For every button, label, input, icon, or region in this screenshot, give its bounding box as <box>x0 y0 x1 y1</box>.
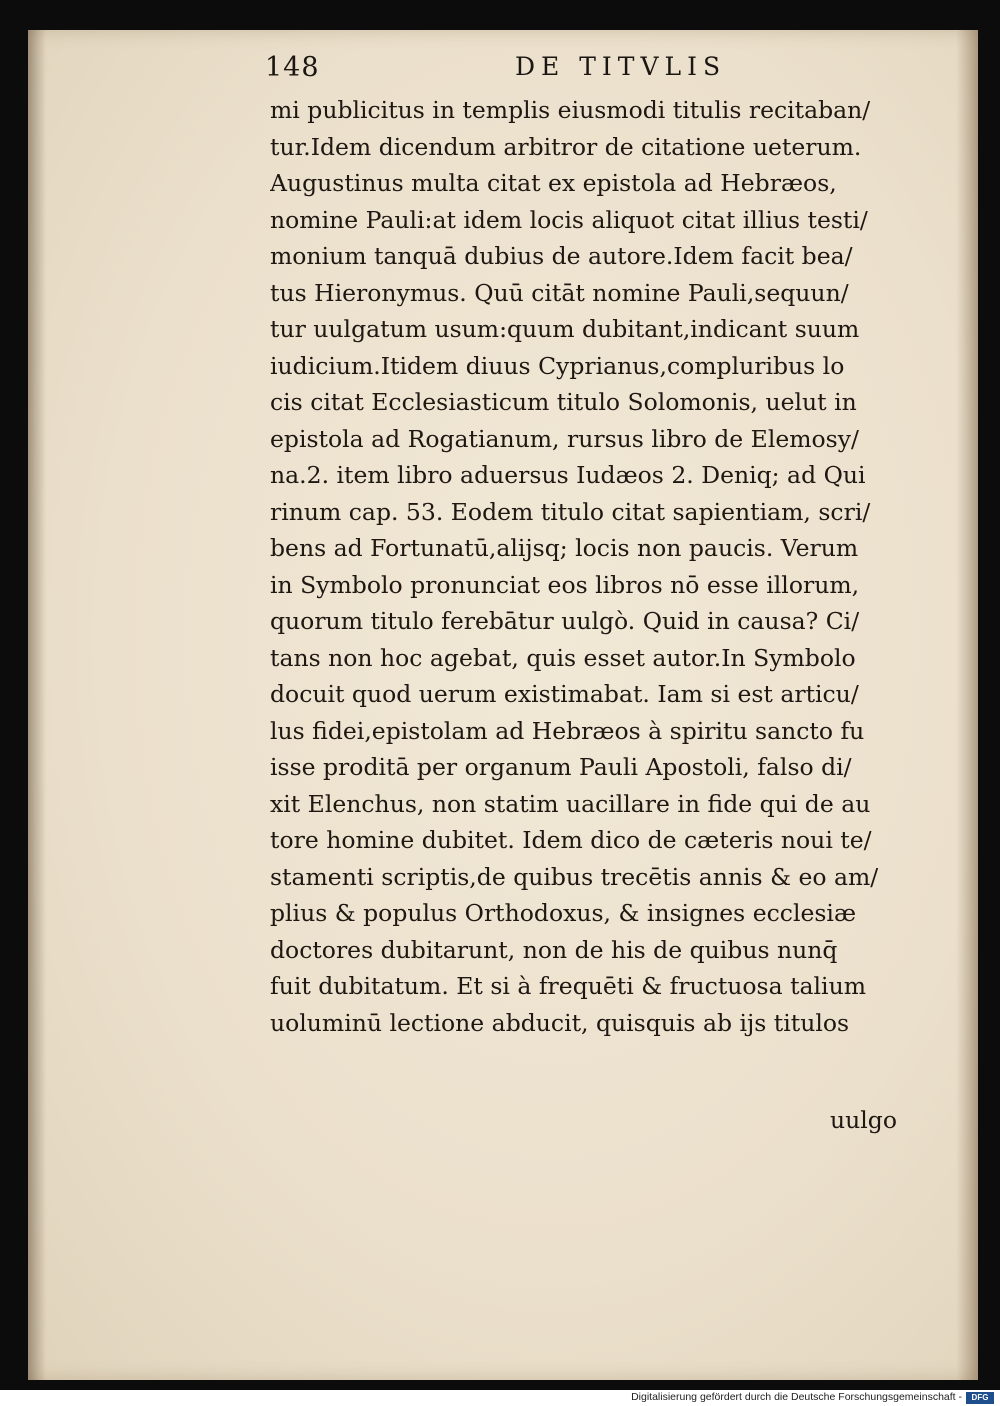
text-line: uoluminū lectione abducit, quisquis ab ijs titulos <box>270 1008 850 1037</box>
text-line: in Symbolo pronunciat eos libros nō esse illorum, <box>270 570 860 599</box>
text-line: xit Elenchus, non statim uacillare in fide qui de au <box>270 789 871 818</box>
dfg-logo[interactable]: DFG <box>966 1392 994 1404</box>
catchword: uulgo <box>830 1106 897 1134</box>
text-line: doctores dubitarunt, non de his de quibus nunq̄ <box>270 935 838 964</box>
text-line: tus Hieronymus. Quū citāt nomine Pauli,sequun/ <box>270 278 849 307</box>
text-line: monium tanquā dubius de autore.Idem facit bea/ <box>270 242 853 270</box>
text-line: bens ad Fortunatū,alijsq; locis non paucis. Verum <box>270 534 859 562</box>
footer-bar <box>0 1390 1000 1406</box>
text-line: isse proditā per organum Pauli Apostoli, falso di/ <box>270 753 852 781</box>
text-line: tans non hoc agebat, quis esset autor.In Symbolo <box>270 643 856 672</box>
text-line: plius & populus Orthodoxus, & insignes ecclesiæ <box>270 899 857 927</box>
text-line: nomine Pauli:at idem locis aliquot citat illius testi/ <box>270 205 868 234</box>
text-line: fuit dubitatum. Et si à frequēti & fructuosa talium <box>270 972 866 1000</box>
footer-credit: Digitalisierung gefördert durch die Deutsche Forschungsgemeinschaft - <box>631 1391 962 1403</box>
text-line: docuit quod uerum existimabat. Iam si est articu/ <box>270 680 859 708</box>
page-edge <box>956 30 978 1380</box>
running-head <box>265 52 905 92</box>
text-line: epistola ad Rogatianum, rursus libro de Elemosy/ <box>270 424 859 453</box>
body-text <box>270 92 900 1041</box>
gutter-shadow <box>28 30 46 1380</box>
text-line: rinum cap. 53. Eodem titulo citat sapientiam, scri/ <box>270 497 871 526</box>
text-line: Augustinus multa citat ex epistola ad Hebræos, <box>270 169 837 197</box>
text-line: mi publicitus in templis eiusmodi titulis recitaban/ <box>270 96 871 124</box>
text-line: quorum titulo ferebātur uulgò. Quid in causa? Ci/ <box>270 607 860 635</box>
text-line: cis citat Ecclesiasticum titulo Solomonis, uelut in <box>270 388 857 416</box>
text-line: tore homine dubitet. Idem dico de cæteris noui te/ <box>270 826 872 854</box>
text-line: iudicium.Itidem diuus Cyprianus,compluribus lo <box>270 351 845 380</box>
page-number: 148 <box>265 52 320 83</box>
text-line: tur.Idem dicendum arbitror de citatione ueterum. <box>270 132 862 161</box>
text-line: tur uulgatum usum:quum dubitant,indicant suum <box>270 315 860 343</box>
running-title: DE TITVLIS <box>515 52 727 81</box>
text-line: na.2. item libro aduersus Iudæos 2. Deniq; ad Qui <box>270 461 866 489</box>
text-line: lus fidei,epistolam ad Hebræos à spiritu sancto fu <box>270 716 865 745</box>
text-line: stamenti scriptis,de quibus trecētis annis & eo am/ <box>270 862 879 891</box>
